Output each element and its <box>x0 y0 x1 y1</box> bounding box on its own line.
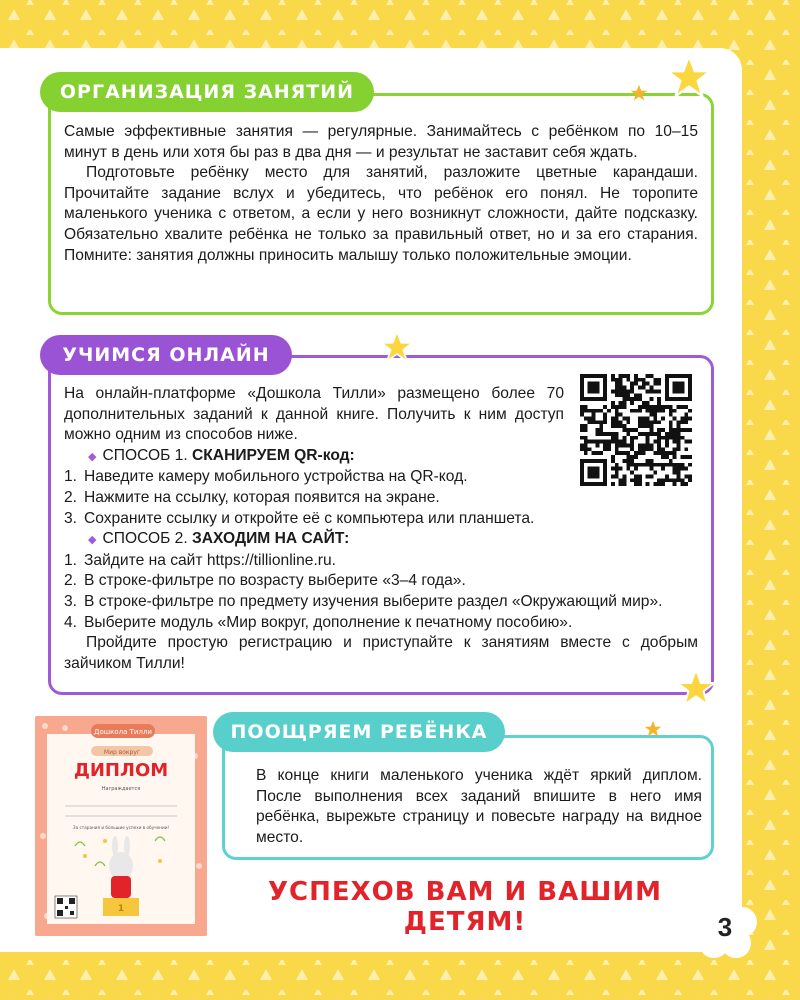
list-item-text: Нажмите на ссылку, которая появится на экране. <box>84 488 440 506</box>
diploma-title: ДИПЛОМ <box>73 760 169 781</box>
diploma-brand: Дошкола Тилли <box>94 728 152 736</box>
organization-paragraph-2: Подготовьте ребёнку место для занятий, разложите цветные карандаши. Прочитайте задание вслух и убедитесь, что ребёнок его понял. Не торопите маленького ученика с ответом, а если у него возникнут сложности, дайте подсказку. Обязательно хвалите ребёнка не только за правильный ответ, но и за его старания. Помните: занятия должны приносить малышу только положительные эмоции. <box>64 164 698 264</box>
diploma-caption: За старания и большие успехи в обучении! <box>72 825 170 830</box>
diamond-bullet-icon: ◆ <box>88 450 97 463</box>
list-item <box>64 467 698 488</box>
method-1-steps <box>64 467 698 529</box>
star-icon <box>676 668 716 708</box>
method-2-heading <box>64 529 698 551</box>
method-1-title: СКАНИРУЕМ QR-код: <box>192 446 355 464</box>
list-item <box>64 551 698 572</box>
section-organization-text <box>64 122 698 266</box>
method-2-title: ЗАХОДИМ НА САЙТ: <box>192 530 350 548</box>
star-icon <box>666 54 712 100</box>
section-reward-title: ПООЩРЯЕМ РЕБЁНКА <box>213 712 505 752</box>
list-item <box>64 509 698 530</box>
star-icon <box>644 720 662 738</box>
method-2-steps <box>64 551 698 633</box>
star-icon <box>380 330 414 364</box>
diploma-thumbnail <box>35 716 207 936</box>
list-item <box>64 592 698 613</box>
list-item-number: 3. <box>64 509 78 527</box>
list-item <box>64 571 698 592</box>
list-item-text: Выберите модуль «Мир вокруг, дополнение к печатному пособию». <box>84 613 573 631</box>
list-item-text: Наведите камеру мобильного устройства на QR-код. <box>84 468 468 486</box>
diploma-awarded: Награждается <box>101 786 141 792</box>
slogan: УСПЕХОВ ВАМ И ВАШИМ ДЕТЯМ! <box>267 877 663 937</box>
star-icon <box>630 84 648 102</box>
method-1-heading <box>64 446 698 468</box>
list-item-number: 4. <box>64 613 78 631</box>
section-online-text <box>64 384 698 674</box>
list-item-number: 1. <box>64 551 78 569</box>
list-item-number: 2. <box>64 572 78 590</box>
online-intro: На онлайн-платформе «Дошкола Тилли» размещено более 70 дополнительных заданий к данной книге. Получить к ним доступ можно одним из способов ниже. <box>64 385 564 444</box>
organization-paragraph-1: Самые эффективные занятия — регулярные. Занимайтесь с ребёнком по 10–15 минут в день или хотя бы раз в два дня — и результат не заставит себя ждать. <box>64 123 698 161</box>
list-item-text: В строке-фильтре по возрасту выберите «3–4 года». <box>84 572 466 590</box>
list-item <box>64 488 698 509</box>
method-1-prefix: СПОСОБ 1. <box>102 446 188 464</box>
page-number: 3 <box>717 912 733 942</box>
list-item-text: В строке-фильтре по предмету изучения выберите раздел «Окружающий мир». <box>84 592 663 610</box>
diploma-podium: 1 <box>117 904 125 914</box>
section-reward-text: В конце книги маленького ученика ждёт яркий диплом. После выполнения всех заданий впишите в него имя ребёнка, вырежьте страницу и повесьте награду на видное место. <box>256 767 702 846</box>
list-item <box>64 613 698 634</box>
diploma-subject: Мир вокруг <box>103 749 141 756</box>
page-number-badge <box>690 892 760 962</box>
list-item-text: Сохраните ссылку и откройте её с компьютера или планшета. <box>84 509 535 527</box>
list-item-number: 1. <box>64 468 78 486</box>
list-item-number: 3. <box>64 592 78 610</box>
diamond-bullet-icon: ◆ <box>88 534 97 547</box>
list-item-text: Зайдите на сайт https://tillionline.ru. <box>84 551 336 569</box>
list-item-number: 2. <box>64 488 78 506</box>
section-online-title: УЧИМСЯ ОНЛАЙН <box>40 335 292 375</box>
section-organization-title: ОРГАНИЗАЦИЯ ЗАНЯТИЙ <box>40 72 374 112</box>
method-2-prefix: СПОСОБ 2. <box>102 530 188 548</box>
online-outro: Пройдите простую регистрацию и приступайте к занятиям вместе с добрым зайчиком Тилли! <box>64 634 698 672</box>
